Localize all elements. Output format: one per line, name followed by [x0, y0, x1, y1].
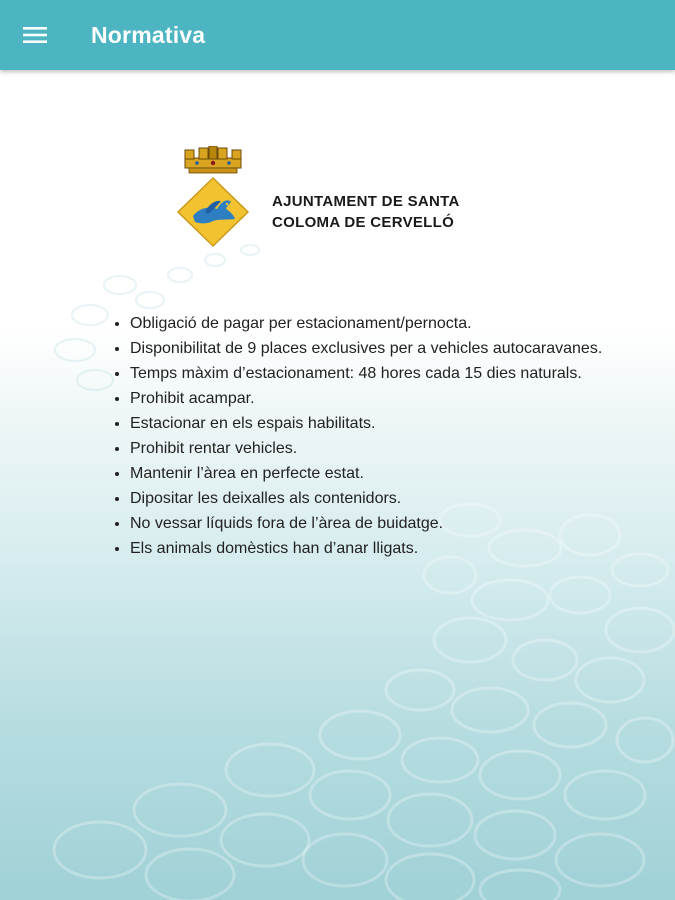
municipality-name — [272, 191, 460, 233]
list-item: • Dipositar les deixalles als contenidors. — [130, 486, 618, 511]
coat-of-arms-dove-icon — [175, 146, 251, 250]
menu-icon — [23, 25, 47, 45]
municipality-name-line2: COLOMA DE CERVELLÓ — [272, 214, 455, 231]
app-bar — [0, 0, 675, 70]
list-item: • Mantenir l’àrea en perfecte estat. — [130, 461, 618, 486]
page-title: Normativa — [91, 22, 206, 48]
list-item: • Els animals domèstics han d’anar lligats. — [130, 536, 618, 561]
menu-button[interactable] — [14, 14, 56, 56]
list-item: • Obligació de pagar per estacionament/pernocta. — [130, 311, 618, 336]
rules-list — [108, 311, 618, 561]
list-item: • Estacionar en els espais habilitats. — [130, 411, 618, 436]
list-item: • Disponibilitat de 9 places exclusives per a vehicles autocaravanes. — [130, 336, 618, 361]
municipality-name-line1: AJUNTAMENT DE SANTA — [272, 193, 460, 210]
list-item: • Prohibit rentar vehicles. — [130, 436, 618, 461]
list-item: • Prohibit acampar. — [130, 386, 618, 411]
municipality-logo — [175, 146, 485, 250]
list-item: • No vessar líquids fora de l’àrea de buidatge. — [130, 511, 618, 536]
list-item: • Temps màxim d’estacionament: 48 hores cada 15 dies naturals. — [130, 361, 618, 386]
